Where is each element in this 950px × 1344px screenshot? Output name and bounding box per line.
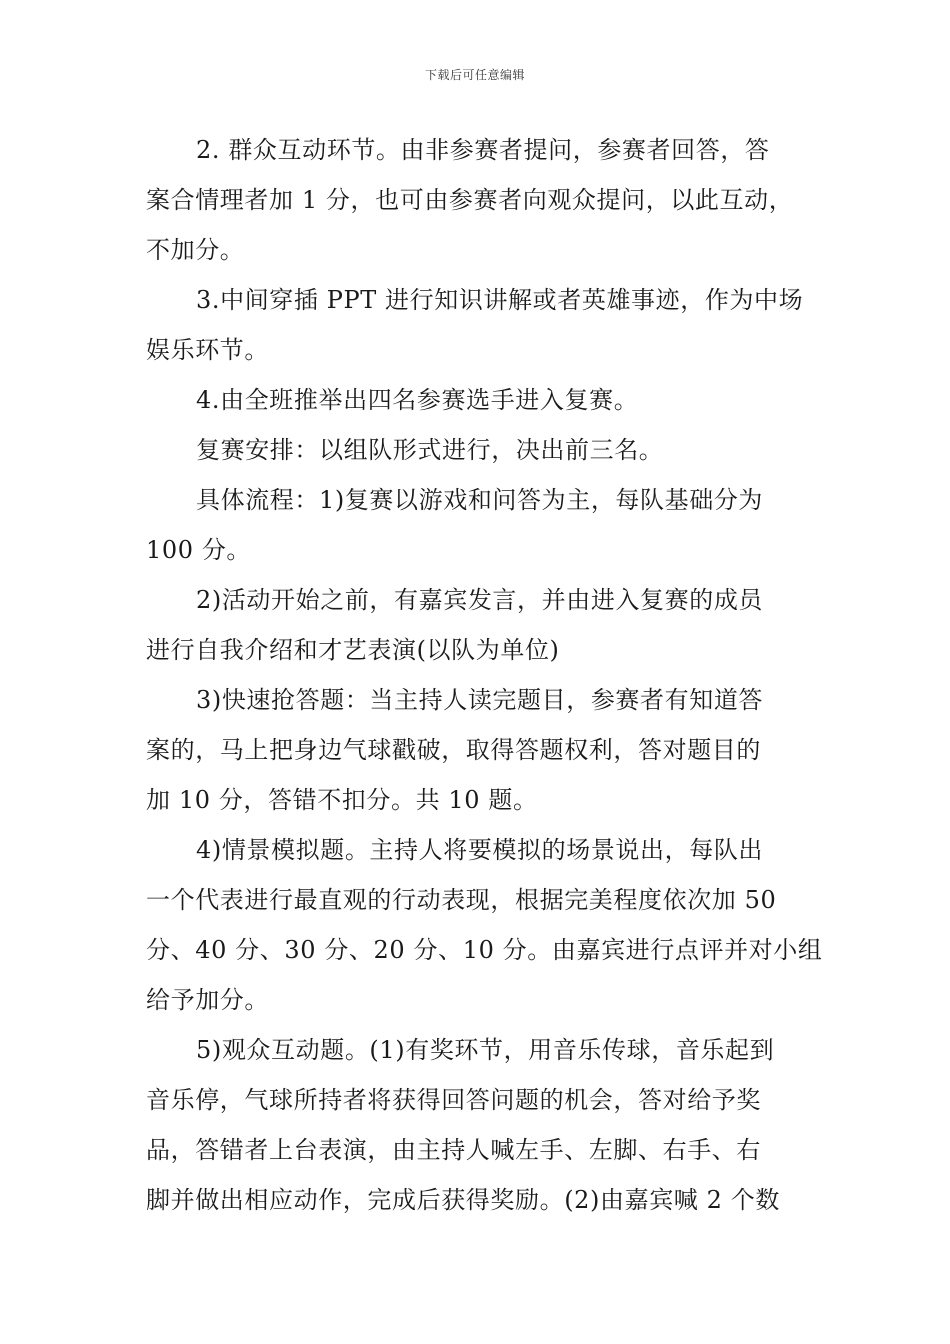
paragraph-line: 5)观众互动题。(1)有奖环节，用音乐传球，音乐起到 <box>196 1036 775 1064</box>
paragraph-semifinal-arrangement <box>146 425 810 475</box>
page-header: 下载后可任意编辑 <box>424 68 525 82</box>
paragraph-line: 品，答错者上台表演，由主持人喊左手、左脚、右手、右 <box>146 1136 761 1164</box>
paragraph-audience-interaction <box>146 1025 810 1225</box>
paragraph-line: 脚并做出相应动作，完成后获得奖励。(2)由嘉宾喊 2 个数 <box>146 1186 780 1214</box>
paragraph-line: 100 分。 <box>146 536 252 564</box>
paragraph-quick-answer <box>146 675 810 825</box>
paragraph-ppt-segment <box>146 275 810 375</box>
paragraph-line: 2. 群众互动环节。由非参赛者提问，参赛者回答，答 <box>196 136 770 164</box>
paragraph-select-contestants <box>146 375 810 425</box>
paragraph-line: 不加分。 <box>146 236 245 264</box>
paragraph-line: 案的，马上把身边气球戳破，取得答题权利，答对题目的 <box>146 736 761 764</box>
paragraph-opening <box>146 575 810 675</box>
paragraph-line: 2)活动开始之前，有嘉宾发言，并由进入复赛的成员 <box>196 586 764 614</box>
paragraph-line: 4)情景模拟题。主持人将要模拟的场景说出，每队出 <box>196 836 764 864</box>
document-body <box>146 125 823 1225</box>
paragraph-interaction-round <box>146 125 810 275</box>
paragraph-line: 案合情理者加 1 分，也可由参赛者向观众提问，以此互动， <box>146 186 794 214</box>
paragraph-line: 具体流程：1)复赛以游戏和问答为主，每队基础分为 <box>196 486 764 514</box>
paragraph-process <box>146 475 810 575</box>
paragraph-line: 3.中间穿插 PPT 进行知识讲解或者英雄事迹，作为中场 <box>196 286 804 314</box>
paragraph-line: 音乐停，气球所持者将获得回答问题的机会，答对给予奖 <box>146 1086 761 1114</box>
paragraph-line: 3)快速抢答题：当主持人读完题目，参赛者有知道答 <box>196 686 764 714</box>
paragraph-line: 4.由全班推举出四名参赛选手进入复赛。 <box>196 386 639 414</box>
paragraph-line: 加 10 分，答错不扣分。共 10 题。 <box>146 786 538 814</box>
paragraph-line: 进行自我介绍和才艺表演(以队为单位) <box>146 636 560 664</box>
paragraph-line: 复赛安排：以组队形式进行，决出前三名。 <box>196 436 664 464</box>
paragraph-scenario <box>146 825 823 1025</box>
paragraph-line: 给予加分。 <box>146 986 269 1014</box>
paragraph-line: 分、40 分、30 分、20 分、10 分。由嘉宾进行点评并对小组 <box>146 936 823 964</box>
paragraph-line: 娱乐环节。 <box>146 336 269 364</box>
paragraph-line: 一个代表进行最直观的行动表现，根据完美程度依次加 50 <box>146 886 777 914</box>
